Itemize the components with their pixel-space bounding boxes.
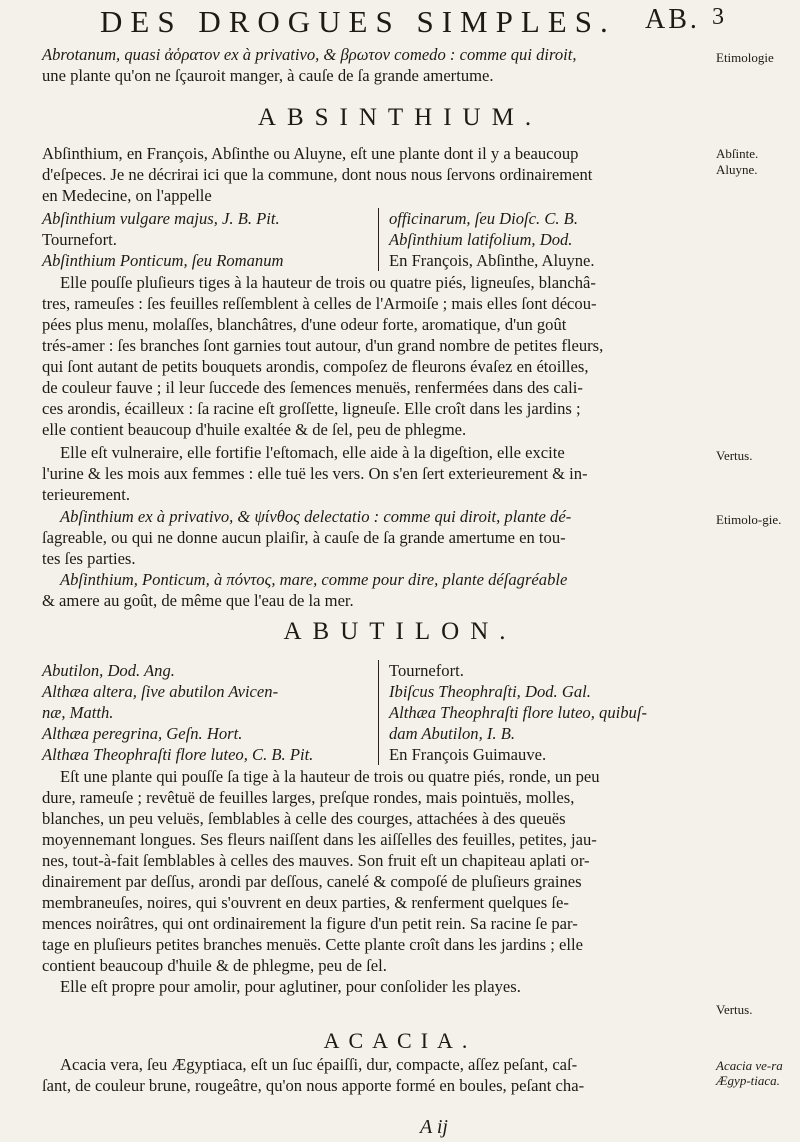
description-line: tres, rameuſes : ſes feuilles reſſemblent à celles de l'Armoiſe ; mais elles ſont décou- [42, 294, 597, 313]
section-title-acacia: ACACIA. [323, 1028, 477, 1053]
description-line: membraneuſes, noires, qui s'ouvrent en deux parties, & renferment quelques ſe- [42, 893, 569, 912]
description-line: tage en pluſieurs petites branches menuës. Cette plante croît dans les jardins ; elle [42, 935, 583, 954]
abrotanum-paragraph [42, 44, 702, 86]
virtues-line: Elle eſt propre pour amolir, pour aglutiner, pour conſolider les playes. [60, 977, 521, 996]
page-number: 3 [712, 4, 724, 30]
description-line: contient beaucoup d'huile & de phlegme, peu de ſel. [42, 956, 387, 975]
description-line: nes, tout-à-fait ſemblables à celles des mauves. Son fruit eſt un chapiteau aplati or- [42, 851, 590, 870]
synonym-entry: næ, Matth. [42, 703, 114, 722]
description-line: Elle pouſſe pluſieurs tiges à la hauteur de trois ou quatre piés, ligneuſes, blanchâ- [60, 273, 596, 292]
synonym-entry: Tournefort. [42, 230, 117, 249]
absinthium-intro-line: en Medecine, on l'appelle [42, 186, 212, 205]
description-line: trés-amer : ſes branches ſont garnies tout autour, d'un grand nombre de petites fleurs, [42, 336, 604, 355]
etymology-line: tes ſes parties. [42, 549, 136, 568]
synonym-entry: Tournefort. [389, 661, 464, 680]
margin-note-vertus-2: Vertus. [716, 1002, 753, 1017]
synonym-entry: Althæa Theophraſti flore luteo, quibuſ- [389, 703, 647, 722]
synonym-entry: Althæa peregrina, Geſn. Hort. [42, 724, 243, 743]
margin-note-aluyne: Aluyne. [716, 162, 758, 177]
margin-note-absinte: Abſinte. [716, 146, 759, 161]
synonym-entry: En François, Abſinthe, Aluyne. [389, 251, 595, 270]
synonyms-left-column [42, 208, 372, 271]
synonym-entry: Althæa Theophraſti flore luteo, C. B. Pit. [42, 745, 314, 764]
synonyms-right-column [378, 660, 713, 765]
running-header [100, 4, 740, 44]
description-line: dinairement par deſſus, arondi par deſſous, canelé & compoſé de pluſieurs graines [42, 872, 582, 891]
absinthium-etymology [42, 506, 702, 611]
description-line: ces arondis, écailleux : ſa racine eſt groſſette, ligneuſe. Elle croît dans les jardins ; [42, 399, 581, 418]
acacia-line: Acacia vera, ſeu Ægyptiaca, eſt un ſuc épaiſſi, dur, compacte, aſſez peſant, caſ- [60, 1055, 578, 1074]
description-line: qui ſont autant de petits bouquets arondis, compoſez de fleurons évaſez en étoilles, [42, 357, 589, 376]
signature-footer: A ij [420, 1116, 448, 1138]
synonym-entry: En François Guimauve. [389, 745, 547, 764]
description-line: Eſt une plante qui pouſſe ſa tige à la hauteur de trois ou quatre piés, ronde, un peu [60, 767, 600, 786]
synonym-entry: Abſinthium latifolium, Dod. [389, 230, 573, 249]
description-line: pées plus menu, molaſſes, blanchâtres, d'une odeur forte, aromatique, d'un goût [42, 315, 567, 334]
etymology-line: Abſinthium ex à privativo, & ψίνθος delectatio : comme qui diroit, plante dé- [60, 507, 572, 526]
description-line: dure, rameuſe ; revêtuë de feuilles larges, preſque rondes, mais pointuës, molles, [42, 788, 575, 807]
acacia-line: ſant, de couleur brune, rougeâtre, qu'on nous apporte formé en boules, peſant cha- [42, 1076, 585, 1095]
synonym-entry: dam Abutilon, I. B. [389, 724, 515, 743]
synonyms-left-column [42, 660, 372, 765]
virtues-line: l'urine & les mois aux femmes : elle tuë les vers. On s'en ſert exterieurement & in- [42, 464, 588, 483]
running-title: DES DROGUES SIMPLES. [100, 4, 616, 39]
signature-mark: AB. [645, 4, 700, 35]
abrotanum-line: Abrotanum, quasi ἀὁρατον ex à privativo, & βρωτον comedo : comme qui diroit, [42, 45, 577, 64]
description-line: mences noirâtres, qui ont ordinairement la figure d'un petit rein. Sa racine ſe par- [42, 914, 578, 933]
virtues-line: Elle eſt vulneraire, elle fortifie l'eſtomach, elle aide à la digeſtion, elle excite [60, 443, 565, 462]
margin-note-etimologie-2: Etimolo-gie. [716, 512, 782, 527]
synonym-entry: Abſinthium Ponticum, ſeu Romanum [42, 251, 284, 270]
acacia-paragraph [42, 1054, 702, 1096]
etymology-line: & amere au goût, de même que l'eau de la mer. [42, 591, 354, 610]
abutilon-description [42, 766, 702, 997]
absinthium-intro [42, 143, 702, 206]
synonyms-right-column [378, 208, 713, 271]
etymology-line: ſagreable, ou qui ne donne aucun plaiſir, à cauſe de ſa grande amertume en tou- [42, 528, 566, 547]
etymology-line: Abſinthium, Ponticum, à πόντος, mare, comme pour dire, plante déſagréable [60, 570, 568, 589]
synonym-entry: Ibiſcus Theophraſti, Dod. Gal. [389, 682, 591, 701]
margin-note-etimologie: Etimologie [716, 50, 774, 65]
section-title-abutilon: ABUTILON. [283, 618, 517, 645]
description-line: blanches, un peu veluës, ſemblables à celle des courges, attachées à des queuës [42, 809, 566, 828]
absinthium-virtues [42, 442, 702, 505]
description-line: de couleur fauve ; il leur ſuccede des ſemences menuës, renfermées dans des cali- [42, 378, 583, 397]
description-line: elle contient beaucoup d'huile exaltée & de ſel, peu de phlegme. [42, 420, 467, 439]
absinthium-synonyms [42, 208, 702, 274]
synonym-entry: Abutilon, Dod. Ang. [42, 661, 175, 680]
synonym-entry: Althæa altera, ſive abutilon Avicen- [42, 682, 279, 701]
description-line: moyennemant longues. Ses fleurs naiſſent dans les aiſſelles des feuilles, petites, jau- [42, 830, 597, 849]
absinthium-description [42, 272, 702, 440]
synonym-entry: officinarum, ſeu Dioſc. C. B. [389, 209, 578, 228]
virtues-line: terieurement. [42, 485, 130, 504]
margin-note-vertus: Vertus. [716, 448, 753, 463]
abutilon-synonyms [42, 660, 702, 766]
absinthium-intro-line: d'eſpeces. Je ne décrirai ici que la commune, dont nous nous ſervons ordinairement [42, 165, 593, 184]
abrotanum-line: une plante qu'on ne ſçauroit manger, à cauſe de ſa grande amertume. [42, 66, 494, 85]
absinthium-intro-line: Abſinthium, en François, Abſinthe ou Aluyne, eſt une plante dont il y a beaucoup [42, 144, 579, 163]
section-title-absinthium: ABSINTHIUM. [257, 104, 543, 131]
synonym-entry: Abſinthium vulgare majus, J. B. Pit. [42, 209, 280, 228]
margin-note-acacia: Acacia ve-ra Ægyp-tiaca. [716, 1058, 783, 1088]
